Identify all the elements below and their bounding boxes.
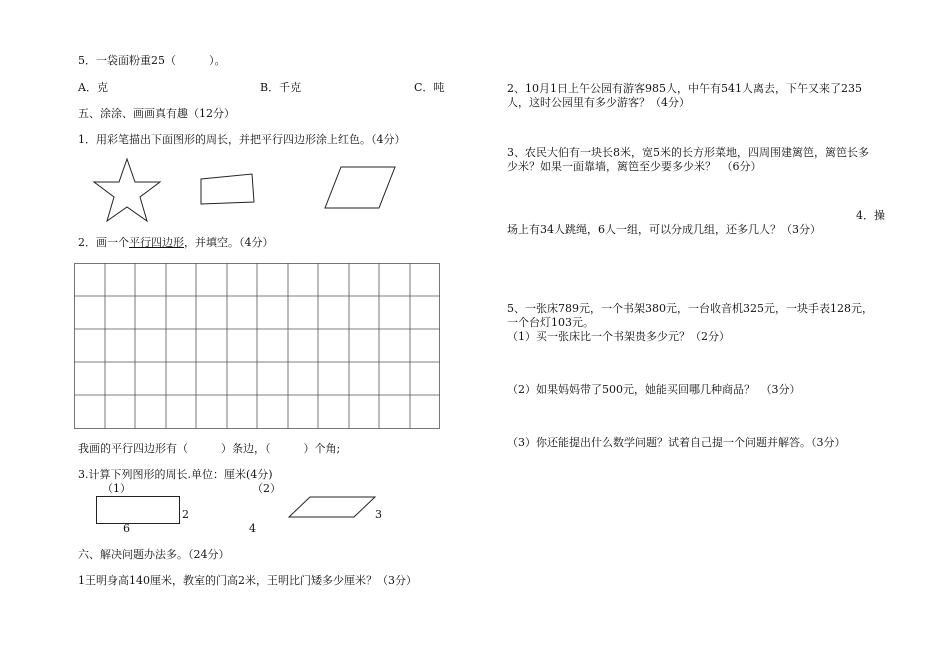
question-1-shapes: 1．用彩笔描出下面图形的周长，并把平行四边形涂上红色。（4分）	[78, 133, 406, 146]
rectangle-height-label: 2	[182, 508, 189, 521]
fill-in-line: 我画的平行四边形有（ ）条边，（ ）个角;	[78, 442, 341, 455]
quadrilateral-shape	[198, 170, 256, 210]
problem-5-sub-3: （3）你还能提出什么数学问题？试着自己提一个问题并解答。（3分）	[507, 436, 846, 449]
option-a: A．克	[78, 81, 108, 94]
rectangle-width-label: 6	[123, 522, 130, 535]
problem-1: 1王明身高140厘米，教室的门高2米，王明比门矮多少厘米？（3分）	[78, 574, 417, 587]
problem-2-line-1: 2、10月1日上午公园有游客985人，中午有541人离去，下午又来了235	[507, 82, 862, 95]
parallelogram-figure	[288, 496, 378, 518]
q2-prefix: 2．画一个	[78, 236, 129, 249]
rectangle-figure	[96, 496, 180, 524]
problem-3-line-1: 3、农民大伯有一块长8米，宽5米的长方形菜地，四周围建篱笆，篱笆长多	[507, 146, 869, 159]
question-3-perimeter: 3.计算下列图形的周长.单位：厘米(4分)	[78, 468, 273, 481]
option-c: C．吨	[414, 81, 445, 94]
question-2-draw	[78, 236, 274, 250]
parallelogram-base-label: 4	[249, 522, 256, 535]
section-6-title: 六、解决问题办法多。（24分）	[78, 548, 230, 561]
section-5-title: 五、涂涂、画画真有趣（12分）	[78, 107, 235, 120]
question-5: 5．一袋面粉重25（ ）。	[78, 54, 226, 67]
figure-2-label: （2）	[252, 482, 281, 495]
figure-1-label: （1）	[102, 482, 131, 495]
star-shape	[92, 157, 162, 225]
problem-3-line-2: 少米？如果一面靠墙，篱笆至少要多少米？ （6分）	[507, 160, 762, 173]
option-b: B．千克	[260, 81, 302, 94]
parallelogram-shape	[323, 165, 397, 211]
problem-4-number: 4．操	[856, 209, 885, 222]
problem-5-sub-1: （1）买一张床比一个书架贵多少元？（2分）	[507, 330, 730, 343]
parallelogram-side-label: 3	[375, 508, 382, 521]
drawing-grid[interactable]	[74, 263, 440, 429]
problem-5-line-1: 5、一张床789元，一个书架380元，一台收音机325元，一块手表128元，	[507, 302, 873, 315]
problem-4-text: 场上有34人跳绳，6人一组，可以分成几组，还多几人？（3分）	[507, 223, 821, 236]
q2-suffix: ，并填空。（4分）	[184, 236, 274, 249]
problem-5-sub-2: （2）如果妈妈带了500元，她能买回哪几种商品？ （3分）	[507, 383, 801, 396]
problem-5-line-2: 一个台灯103元。	[507, 316, 594, 329]
q2-underlined-term: 平行四边形	[129, 236, 184, 249]
problem-2-line-2: 人，这时公园里有多少游客？（4分）	[507, 96, 690, 109]
